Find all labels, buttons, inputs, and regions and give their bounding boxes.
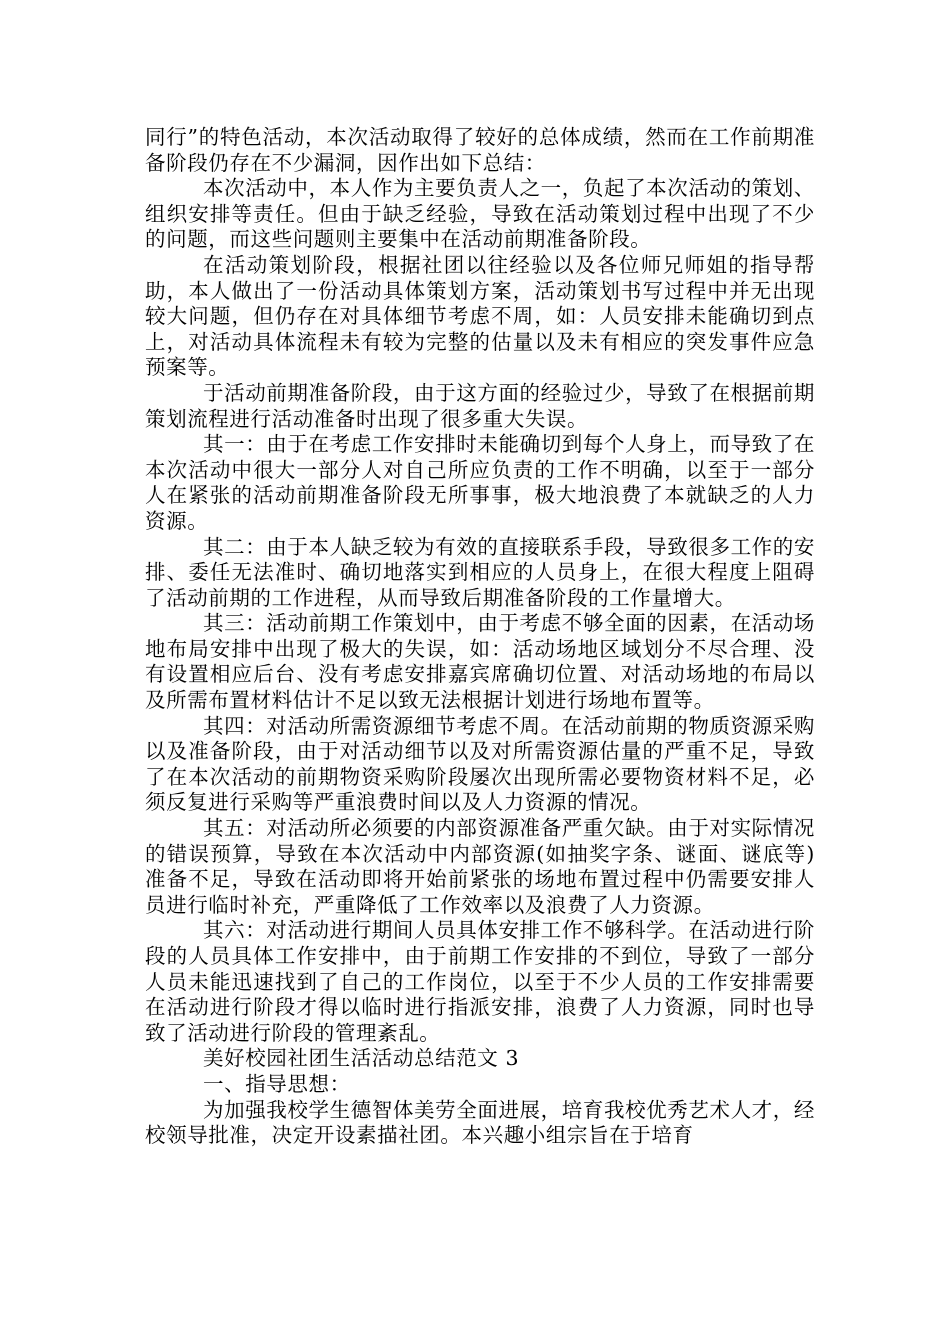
paragraph: 同行”的特色活动，本次活动取得了较好的总体成绩，然而在工作前期准备阶段仍存在不少漏洞，因作出如下总结： [145, 125, 815, 175]
paragraph: 在活动策划阶段，根据社团以往经验以及各位师兄师姐的指导帮助，本人做出了一份活动具体策划方案，活动策划书写过程中并无出现较大问题，但仍存在对具体细节考虑不周，如：人员安排未能确切到点上，对活动具体流程未有较为完整的估量以及未有相应的突发事件应急预案等。 [145, 252, 815, 380]
subsection-heading: 一、指导思想： [203, 1071, 351, 1096]
paragraph: 其三：活动前期工作策划中，由于考虑不够全面的因素，在活动场地布局安排中出现了极大的失误，如：活动场地区域划分不尽合理、没有设置相应后台、没有考虑安排嘉宾席确切位置、对活动场地的布局以及所需布置材料估计不足以致无法根据计划进行场地布置等。 [145, 611, 815, 713]
paragraph: 为加强我校学生德智体美劳全面进展，培育我校优秀艺术人才，经校领导批准，决定开设素描社团。本兴趣小组宗旨在于培育 [145, 1097, 815, 1148]
paragraph: 其四：对活动所需资源细节考虑不周。在活动前期的物质资源采购以及准备阶段，由于对活动细节以及对所需资源估量的严重不足，导致了在本次活动的前期物资采购阶段屡次出现所需必要物资材料不足，必须反复进行采购等严重浪费时间以及人力资源的情况。 [145, 713, 815, 815]
paragraph: 其六：对活动进行期间人员具体安排工作不够科学。在活动进行阶段的人员具体工作安排中，由于前期工作安排的不到位，导致了一部分人员未能迅速找到了自己的工作岗位，以至于不少人员的工作安排需要在活动进行阶段才得以临时进行指派安排，浪费了人力资源，同时也导致了活动进行阶段的管理紊乱。 [145, 918, 815, 1045]
document-body [145, 125, 815, 1149]
section-title: 美好校园社团生活活动总结范文 3 [203, 1046, 520, 1071]
paragraph: 本次活动中，本人作为主要负责人之一，负起了本次活动的策划、组织安排等责任。但由于缺乏经验，导致在活动策划过程中出现了不少的问题，而这些问题则主要集中在活动前期准备阶段。 [145, 176, 815, 252]
paragraph: 其五：对活动所必须要的内部资源准备严重欠缺。由于对实际情况的错误预算，导致在本次活动中内部资源(如抽奖字条、谜面、谜底等)准备不足，导致在活动即将开始前紧张的场地布置过程中仍需要安排人员进行临时补充，严重降低了工作效率以及浪费了人力资源。 [145, 816, 815, 917]
paragraph: 于活动前期准备阶段，由于这方面的经验过少，导致了在根据前期策划流程进行活动准备时出现了很多重大失误。 [145, 380, 815, 431]
paragraph: 其二：由于本人缺乏较为有效的直接联系手段，导致很多工作的安排、委任无法准时、确切地落实到相应的人员身上，在很大程度上阻碍了活动前期的工作进程，从而导致后期准备阶段的工作量增大。 [145, 534, 815, 610]
paragraph: 其一：由于在考虑工作安排时未能确切到每个人身上，而导致了在本次活动中很大一部分人对自己所应负责的工作不明确，以至于一部分人在紧张的活动前期准备阶段无所事事，极大地浪费了本就缺乏的人力资源。 [145, 432, 815, 533]
